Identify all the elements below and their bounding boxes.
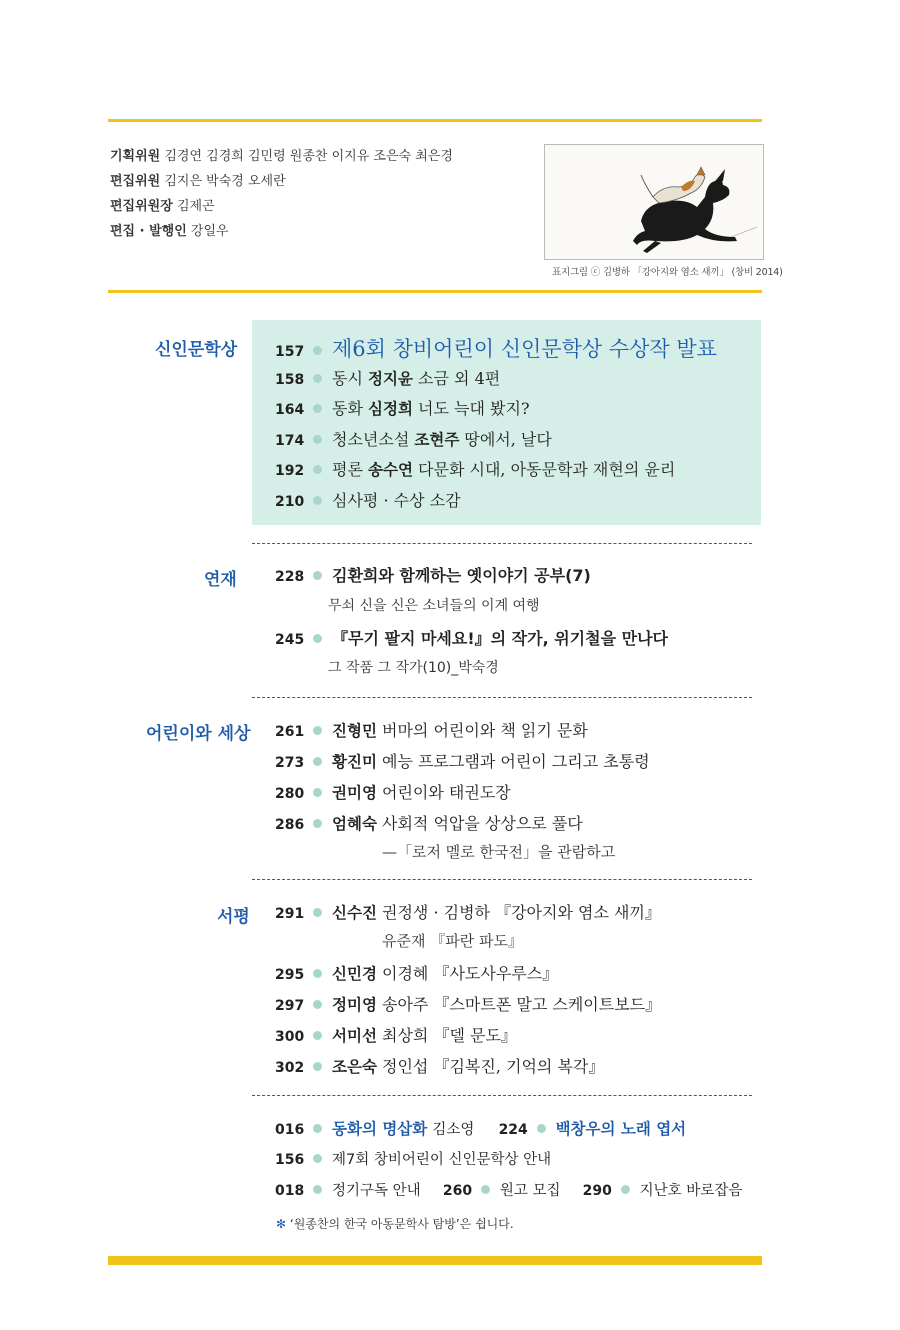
top-rule [108,119,762,122]
author-name: 조현주 [414,431,460,449]
entry-title: 김환희와 함께하는 옛이야기 공부(7) [332,566,591,585]
section-label-children-and-world: 어린이와 세상 [146,724,251,744]
page-number: 018 [275,1183,305,1199]
toc-entry[interactable] [275,457,675,480]
credit-line: 편집위원 김지은 박숙경 오세란 [110,174,286,189]
entry-title: 송아주 『스마트폰 말고 스케이트보드』 [382,995,662,1014]
page-number: 016 [275,1122,305,1138]
entry-title: 버마의 어린이와 책 읽기 문화 [382,721,588,740]
page-number: 286 [275,817,305,833]
bullet-icon [313,374,322,383]
entry-title: 다문화 시대, 아동문학과 재현의 윤리 [418,460,676,479]
author-name: 황진미 [332,753,377,771]
author-name: 조은숙 [332,1058,377,1076]
bullet-icon [313,1154,322,1163]
bullet-icon [313,908,322,917]
page-number: 261 [275,724,305,740]
toc-entry[interactable] [275,626,668,649]
page-number: 291 [275,906,305,922]
entry-title: 백창우의 노래 엽서 [555,1120,687,1138]
page-number: 228 [275,569,305,585]
bullet-icon [481,1185,490,1194]
entry-title: 정기구독 안내 [332,1183,421,1199]
author-name: 엄혜숙 [332,815,377,833]
bullet-icon [313,496,322,505]
credit-line: 기획위원 김경연 김경희 김민령 원종찬 이지유 조은숙 최은경 [110,149,453,164]
credit-line: 편집 · 발행인 강일우 [110,224,229,239]
footer-rule [108,1256,762,1265]
entry-title: 너도 늑대 봤지? [418,399,530,418]
cover-caption: 표지그림 ⓒ 김병하 「강아지와 염소 새끼」 (창비 2014) [552,267,783,278]
bullet-icon [313,1000,322,1009]
bullet-icon [313,757,322,766]
entry-genre: 평론 [332,460,363,479]
entry-subtitle: 유준재 『파란 파도』 [382,932,523,950]
page-number: 158 [275,372,305,388]
section-label-review: 서평 [217,907,250,927]
toc-entry[interactable] [275,563,591,586]
entry-title: 심사평 · 수상 소감 [332,491,461,510]
bullet-icon [313,819,322,828]
entry-title: 제7회 창비어린이 신인문학상 안내 [332,1152,552,1168]
entry-title: 최상희 『델 문도』 [382,1026,517,1045]
entry-title: 지난호 바로잡음 [639,1183,743,1199]
entry-genre: 동화 [332,399,363,418]
editorial-credits [110,144,453,244]
page-number: 164 [275,402,305,418]
page-number: 280 [275,786,305,802]
entry-title: 어린이와 태권도장 [382,783,511,802]
entry-title: 이경혜 『사도사우루스』 [382,964,559,983]
entry-title: 동화의 명삽화 [332,1120,428,1138]
page-number: 245 [275,632,305,648]
page-number: 157 [275,344,305,360]
author-name: 정미영 [332,996,377,1014]
page-number: 192 [275,463,305,479]
page-number: 156 [275,1152,305,1168]
bullet-icon [313,404,322,413]
section-label-rookie-award: 신인문학상 [155,340,238,360]
author-name: 정지윤 [368,370,413,388]
bullet-icon [313,634,322,643]
entry-title: 원고 모집 [499,1183,561,1199]
header-bottom-rule [108,290,762,293]
bullet-icon [313,1124,322,1133]
page-number: 300 [275,1029,305,1045]
page-number: 224 [498,1122,528,1138]
entry-genre: 청소년소설 [332,430,410,449]
author-name: 서미선 [332,1027,377,1045]
goat-and-puppy-illustration [545,145,763,259]
author-name: 진형민 [332,722,377,740]
author-name: 신수진 [332,904,377,922]
page-number: 174 [275,433,305,449]
entry-title: 권정생 · 김병하 『강아지와 염소 새끼』 [382,903,661,922]
bullet-icon [313,346,322,355]
toc-entry[interactable] [275,900,661,923]
cover-illustration [544,144,764,260]
toc-entry[interactable] [275,396,530,419]
entry-title: 제6회 창비어린이 신인문학상 수상작 발표 [332,337,717,361]
author-name: 권미영 [332,784,377,802]
toc-entry-extra[interactable] [275,1148,551,1169]
entry-subtitle: 그 작품 그 작가(10)_박숙경 [328,660,499,676]
page-number: 273 [275,755,305,771]
bullet-icon [313,1185,322,1194]
page-number: 302 [275,1060,305,1076]
section-divider [252,543,752,544]
toc-entry[interactable] [275,811,583,834]
toc-entry[interactable] [275,366,500,389]
entry-title: 사회적 억압을 상상으로 풀다 [382,814,583,833]
toc-entry[interactable] [275,488,461,511]
toc-entry[interactable] [275,427,552,450]
author-name: 심정희 [368,400,413,418]
section-divider [252,697,752,698]
page-number: 295 [275,967,305,983]
author-name: 송수연 [368,461,413,479]
bullet-icon [313,1031,322,1040]
page-number: 297 [275,998,305,1014]
toc-entry[interactable] [275,718,588,741]
toc-entry[interactable] [275,780,511,803]
toc-entry[interactable] [275,992,661,1015]
entry-genre: 동시 [332,369,363,388]
section-divider [252,1095,752,1096]
toc-entry[interactable] [275,1023,517,1046]
toc-entry[interactable] [275,1054,604,1077]
toc-entry[interactable] [275,749,650,772]
footnote: ✻ ‘원종찬의 한국 아동문학사 탐방’은 쉽니다. [276,1217,514,1231]
bullet-icon [313,969,322,978]
page-number: 290 [582,1183,612,1199]
entry-title: 소금 외 4편 [418,369,501,388]
author-name: 신민경 [332,965,377,983]
credit-line: 편집위원장 김제곤 [110,199,215,214]
bullet-icon [313,1062,322,1071]
bullet-icon [313,435,322,444]
bullet-icon [313,465,322,474]
bullet-icon [313,571,322,580]
entry-title: 땅에서, 날다 [464,430,552,449]
entry-subtitle: 무쇠 신을 신은 소녀들의 이계 여행 [328,598,540,614]
page-number: 210 [275,494,305,510]
bullet-icon [313,726,322,735]
entry-subtitle: —「로저 멜로 한국전」을 관람하고 [382,843,616,861]
bullet-icon [537,1124,546,1133]
section-divider [252,879,752,880]
toc-entry[interactable] [275,333,717,363]
toc-entry[interactable] [275,961,558,984]
section-label-serial: 연재 [204,570,237,590]
author-name: 김소영 [432,1122,475,1138]
bullet-icon [313,788,322,797]
toc-entry-extra[interactable] [275,1179,742,1200]
asterisk-icon: ✻ [276,1217,287,1231]
page-number: 260 [442,1183,473,1199]
entry-title: 예능 프로그램과 어린이 그리고 초통령 [382,752,650,771]
bullet-icon [621,1185,630,1194]
entry-title: 정인섭 『김복진, 기억의 복각』 [382,1057,605,1076]
entry-title: 『무기 팔지 마세요!』의 작가, 위기철을 만나다 [332,629,668,648]
toc-entry-extra[interactable] [275,1117,686,1139]
